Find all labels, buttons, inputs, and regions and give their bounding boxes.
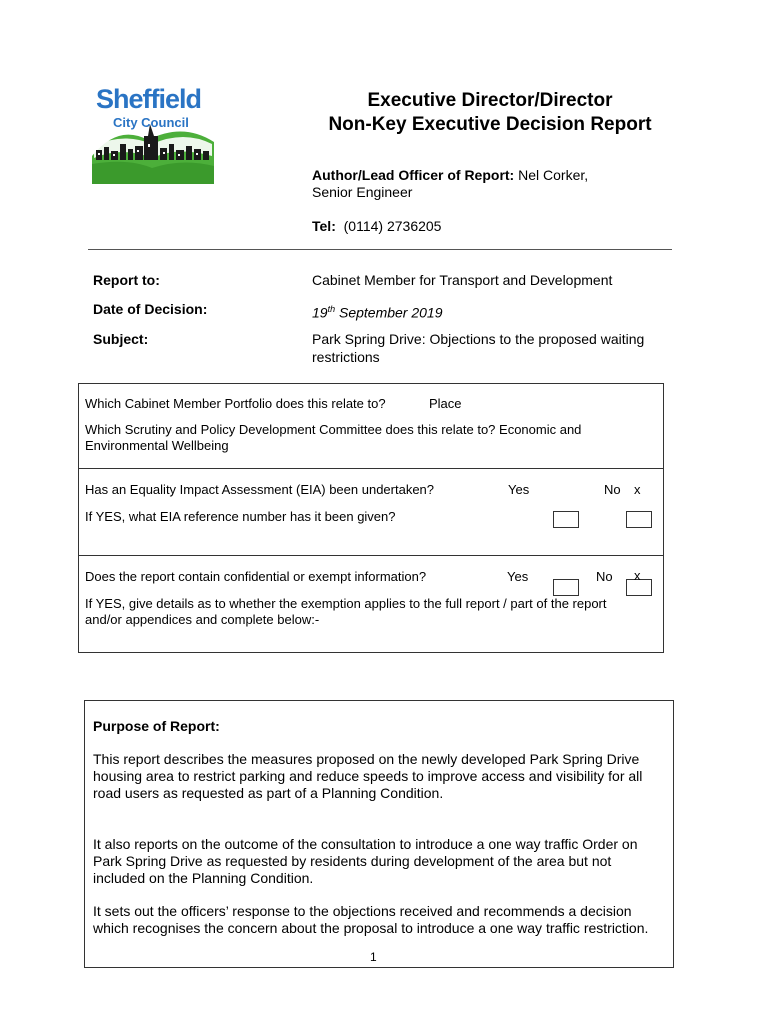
author-label: Author/Lead Officer of Report: — [312, 167, 515, 183]
telephone — [312, 218, 441, 234]
date-label: Date of Decision: — [93, 301, 208, 317]
purpose-paragraph-2: It also reports on the outcome of the consultation to introduce a one way traffic Order on Park Spring Drive as requested by residents during development of the area but not included on the Planning Condition. — [93, 836, 638, 886]
author-block — [312, 167, 652, 201]
questions-divider-2 — [78, 555, 664, 556]
page-number: 1 — [370, 950, 377, 964]
eia-no-mark: x — [634, 482, 641, 497]
eia-no-label: No — [604, 482, 621, 497]
report-to-value: Cabinet Member for Transport and Development — [312, 272, 613, 288]
portfolio-question: Which Cabinet Member Portfolio does this relate to? — [85, 396, 386, 411]
eia-reference-question: If YES, what EIA reference number has it been given? — [85, 509, 396, 524]
purpose-paragraph-1: This report describes the measures proposed on the newly developed Park Spring Drive housing area to restrict parking and reduce speeds to improve access and visibility for all road users as requested as part of a Planning Condition. — [93, 751, 643, 801]
subject-value: Park Spring Drive: Objections to the proposed waiting restrictions — [312, 331, 645, 365]
tel-label: Tel: — [312, 218, 336, 234]
confidential-no-label: No — [596, 569, 613, 584]
report-title-line1: Executive Director/Director — [367, 90, 613, 111]
portfolio-answer: Place — [429, 396, 462, 411]
date-day: 19 — [312, 304, 328, 321]
eia-question: Has an Equality Impact Assessment (EIA) been undertaken? — [85, 482, 435, 497]
purpose-paragraph-3: It sets out the officers’ response to the objections received and recommends a decision which recognises the concern about the proposal to introduce a one way traffic restriction. — [93, 903, 649, 936]
purpose-heading: Purpose of Report: — [93, 718, 220, 734]
eia-no-checkbox[interactable] — [626, 511, 652, 528]
subject-label: Subject: — [93, 331, 149, 347]
report-to-label: Report to: — [93, 272, 160, 288]
confidential-question: Does the report contain confidential or exempt information? — [85, 569, 427, 584]
confidential-detail: If YES, give details as to whether the exemption applies to the full report / part of the report and/or appendices and complete below:- — [85, 596, 607, 627]
date-rest: September 2019 — [335, 304, 443, 321]
date-value — [312, 300, 657, 322]
author-role: Senior Engineer — [312, 184, 413, 200]
author-name: Nel Corker, — [518, 167, 589, 183]
report-title-line2: Non-Key Executive Decision Report — [328, 114, 652, 135]
questions-divider-1 — [78, 468, 664, 469]
logo-subtitle: City Council — [113, 115, 189, 130]
confidential-yes-label: Yes — [507, 569, 529, 584]
tel-value: (0114) 2736205 — [343, 218, 442, 234]
scrutiny-question: Which Scrutiny and Policy Development Committee does this relate to? Economic and Environmental Wellbeing — [85, 422, 582, 453]
eia-yes-checkbox[interactable] — [553, 511, 579, 528]
eia-yes-label: Yes — [508, 482, 530, 497]
logo-wordmark: Sheffield — [96, 84, 202, 114]
confidential-yes-checkbox[interactable] — [553, 579, 579, 596]
date-suffix: th — [327, 304, 336, 314]
confidential-no-mark: x — [634, 568, 641, 583]
header-divider — [88, 249, 672, 250]
